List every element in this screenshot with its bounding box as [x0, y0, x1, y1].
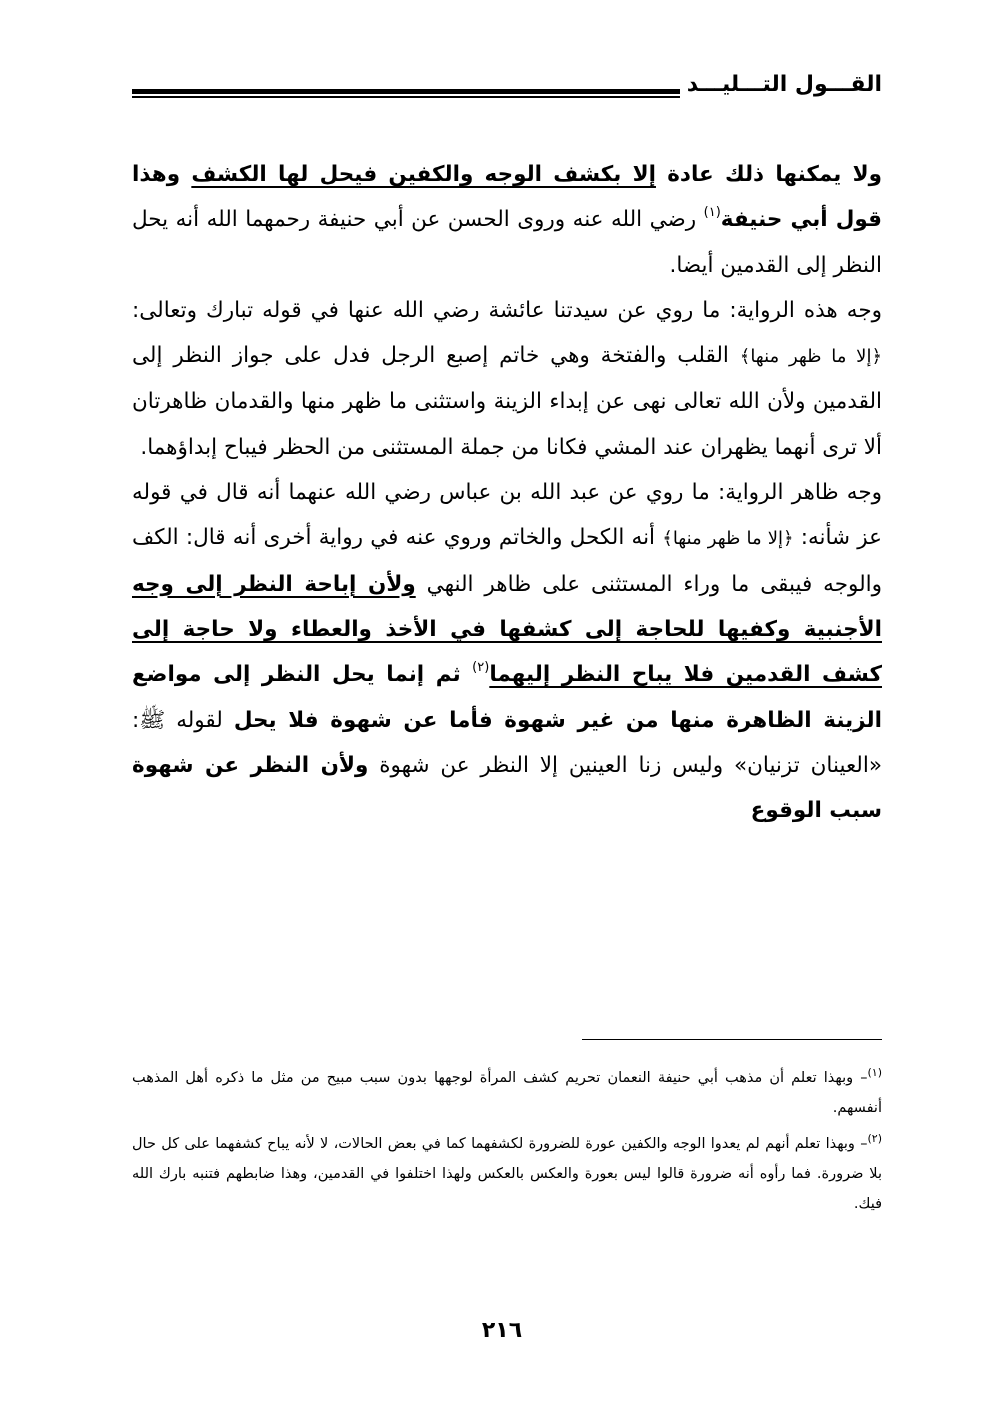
text-segment: وجه هذه الرواية: ما روي عن سيدتنا عائشة رضي الله عنها في قوله تبارك وتعالى: — [132, 297, 882, 323]
quran-quote: ﴿إلا ما ظهر منها﴾ — [662, 528, 794, 550]
running-header — [132, 72, 882, 112]
page-number: ٢١٦ — [481, 1318, 523, 1343]
text-segment-underlined: إلا بكشف الوجه والكفين فيحل لها الكشف — [191, 162, 656, 187]
footnote-separator — [582, 1039, 882, 1040]
footnote-text: – وبهذا تعلم أنهم لم يعدوا الوجه والكفين عورة للضرورة لكشفهما كما في بعض الحالات، لا لأنه يباح كشفهما على كل حال بلا ضرورة. فما رأوه أنه ضرورة قالوا ليس بعورة والعكس بالعكس ولهذا اختلفوا في القدمين، وهذا ضابطهم فتنبه بارك الله فيك. — [132, 1136, 882, 1212]
quran-quote: ﴿إلا ما ظهر منها﴾ — [739, 346, 882, 368]
header-rule-thick — [132, 89, 680, 94]
footnote — [132, 1129, 882, 1219]
text-segment: ولأن النظر عن شهوة سبب الوقوع — [132, 752, 882, 824]
footnote-ref[interactable]: (٢) — [472, 660, 490, 676]
main-text — [132, 152, 882, 833]
footnote — [132, 1063, 882, 1123]
footnote-marker: (١) — [867, 1066, 882, 1079]
text-segment: وهذا قول أبي حنيفة — [132, 162, 882, 233]
text-segment-underlined: ولأن إباحة النظر إلى وجه الأجنبية وكفيها للحاجة إلى كشفها في الأخذ والعطاء ولا حاجة إلى كشف القدمين فلا يباح النظر إليهما — [132, 571, 882, 688]
paragraph — [132, 152, 882, 288]
header-rule-thin — [132, 96, 680, 98]
paragraph — [132, 288, 882, 470]
text-segment: رضي الله عنه وروى الحسن عن أبي حنيفة رحمهما الله أنه يحل النظر إلى القدمين أيضا. — [132, 207, 882, 278]
footnote-text: – وبهذا تعلم أن مذهب أبي حنيفة النعمان تحريم كشف المرأة لوجهها بدون سبب مبيح من مثل ما ذكره أهل المذهب أنفسهم. — [132, 1070, 882, 1116]
paragraph — [132, 470, 882, 833]
text-segment: لقوله ﷺ: «العينان تزنيان» وليس زنا العينين إلا النظر عن شهوة — [132, 707, 882, 778]
text-segment: القلب والفتخة وهي خاتم إصبع الرجل فدل على جواز النظر إلى القدمين ولأن الله تعالى نهى عن إبداء الزينة واستثنى ما ظهر منها والقدمان ظاهرتان ألا ترى أنهما يظهران عند المشي فكانا من جملة المستثنى من الحظر فيباح إبداؤهما. — [132, 343, 882, 460]
footnote-marker: (٢) — [867, 1132, 882, 1145]
footnotes — [132, 1063, 882, 1225]
header-title: القـــول التـــليـــد — [686, 72, 882, 97]
text-segment: أنه الكحل والخاتم وروي عنه في رواية أخرى أنه قال: الكف والوجه فيبقى ما وراء المستثنى على ظاهر النهي — [132, 525, 883, 597]
text-segment: ثم إنما يحل النظر إلى مواضع الزينة الظاهرة منها من غير شهوة فأما عن شهوة فلا يحل — [132, 662, 883, 733]
text-segment: وجه ظاهر الرواية: ما روي عن عبد الله بن عباس رضي الله عنهما أنه قال في قوله عز شأنه: — [132, 480, 882, 551]
text-segment: ولا يمكنها ذلك عادة — [655, 162, 883, 187]
footnote-ref[interactable]: (١) — [703, 205, 721, 221]
